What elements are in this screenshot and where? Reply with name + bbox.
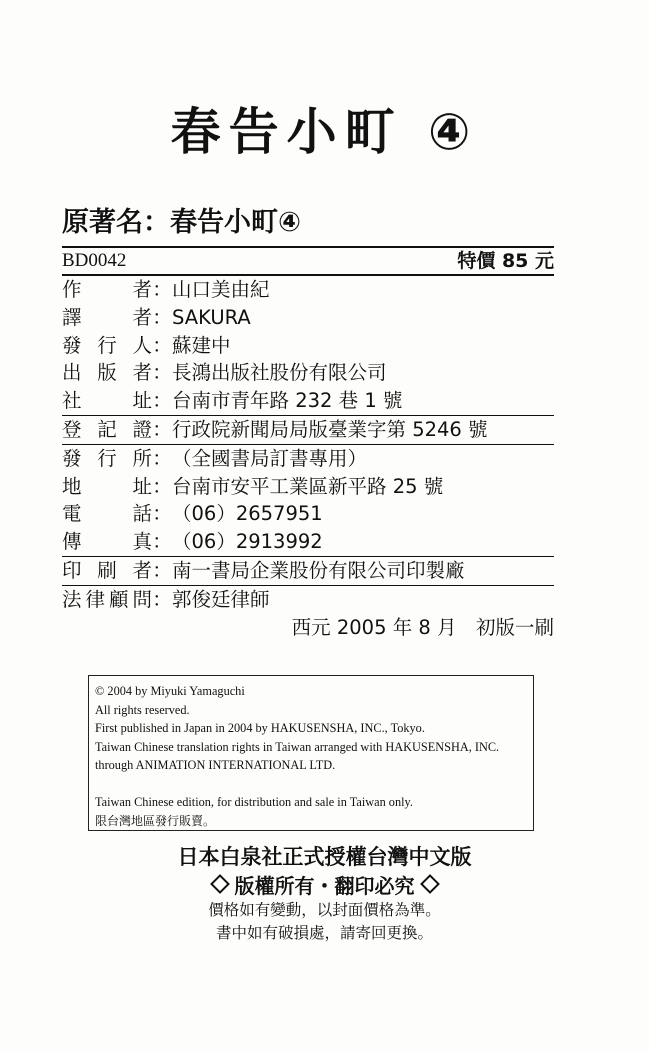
info-value: SAKURA	[172, 305, 251, 329]
info-key-char: 者	[132, 305, 152, 329]
info-colon: ：	[152, 333, 172, 357]
info-key-char: 者	[132, 278, 152, 301]
info-key-char: 記	[97, 417, 117, 441]
info-key-char: 行	[97, 446, 117, 470]
info-row	[62, 332, 554, 360]
info-row	[62, 304, 554, 332]
info-key-char: 出	[62, 361, 82, 385]
info-row	[62, 557, 554, 586]
info-row	[62, 276, 554, 304]
info-value: （全國書局訂書專用）	[172, 446, 368, 470]
info-key	[62, 332, 152, 360]
info-value: 長鴻出版社股份有限公司	[172, 361, 387, 385]
info-key-char: 所	[132, 446, 152, 470]
info-key-char: 發	[62, 333, 82, 357]
damage-notice: 書中如有破損處，請寄回更換。	[215, 924, 433, 942]
info-colon: ：	[152, 389, 172, 413]
translation-rights-line: Taiwan Chinese translation rights in Taiwan arranged with HAKUSENSHA, INC.	[95, 739, 500, 754]
info-key	[62, 473, 152, 501]
info-key	[62, 528, 152, 556]
info-key-char: 電	[62, 502, 82, 526]
diamond-icon	[420, 874, 440, 894]
info-key-char: 址	[132, 389, 152, 413]
info-colon: ：	[152, 278, 172, 301]
info-key-char: 版	[97, 361, 117, 385]
info-key-char: 社	[62, 389, 82, 413]
info-key-char: 證	[132, 417, 152, 441]
info-value: 山口美由紀	[172, 278, 270, 301]
info-colon: ：	[152, 446, 172, 470]
info-key-char: 作	[62, 278, 82, 301]
info-row	[62, 387, 554, 416]
info-colon: ：	[152, 305, 172, 329]
info-value: （06）2913992	[172, 530, 323, 554]
first-published-line: First published in Japan in 2004 by HAKUSENSHA, INC., Tokyo.	[95, 721, 425, 736]
publication-date: 西元 2005 年 8 月 初版一刷	[291, 616, 554, 639]
info-key-char: 法	[62, 587, 82, 611]
info-key-char: 刷	[97, 558, 117, 582]
original-title: 原著名：春告小町④	[62, 207, 301, 238]
info-row	[62, 586, 554, 614]
info-colon: ：	[152, 558, 172, 582]
info-value: 台南市青年路 232 巷 1 號	[172, 389, 403, 413]
info-key	[62, 557, 152, 585]
info-value: 郭俊廷律師	[172, 587, 270, 611]
info-key-char: 問	[132, 587, 152, 611]
distribution-zh-line: 限台灣地區發行販賣。	[95, 813, 216, 828]
book-title: 春告小町 ④	[170, 103, 479, 161]
copyright-box	[88, 675, 534, 831]
info-row	[62, 416, 554, 445]
info-row	[62, 445, 554, 473]
info-key	[62, 387, 152, 415]
price-notice: 價格如有變動，以封面價格為準。	[208, 901, 441, 919]
info-colon: ：	[152, 530, 172, 554]
agency-line: through ANIMATION INTERNATIONAL LTD.	[95, 758, 336, 773]
code-price-row	[62, 246, 554, 276]
info-key-char: 律	[85, 587, 105, 611]
distribution-line: Taiwan Chinese edition, for distribution and sale in Taiwan only.	[95, 794, 413, 809]
info-value: 南一書局企業股份有限公司印製廠	[172, 558, 465, 582]
info-colon: ：	[152, 474, 172, 498]
copyright-line: © 2004 by Miyuki Yamaguchi	[95, 684, 245, 698]
publication-info-table	[62, 274, 554, 614]
info-value: 行政院新聞局局版臺業字第 5246 號	[172, 417, 488, 441]
info-key	[62, 500, 152, 528]
info-key-char: 址	[132, 474, 152, 498]
info-key-char: 譯	[62, 305, 82, 329]
info-key-char: 真	[132, 530, 152, 554]
rights-text: 版權所有・翻印必究	[234, 874, 415, 898]
info-key-char: 發	[62, 446, 82, 470]
info-row	[62, 473, 554, 501]
rights-statement	[0, 872, 649, 900]
info-key-char: 者	[132, 558, 152, 582]
info-value: 台南市安平工業區新平路 25 號	[172, 474, 444, 498]
info-key	[62, 276, 152, 304]
info-colon: ：	[152, 361, 172, 385]
info-colon: ：	[152, 502, 172, 526]
info-colon: ：	[152, 587, 172, 611]
info-key-char: 話	[132, 502, 152, 526]
info-key	[62, 304, 152, 332]
info-key-char: 登	[62, 417, 82, 441]
info-key-char: 印	[62, 558, 82, 582]
price-label: 特價 85 元	[457, 250, 554, 272]
info-key	[62, 586, 152, 614]
info-key-char: 顧	[108, 587, 129, 611]
info-key	[62, 416, 152, 444]
license-statement: 日本白泉社正式授權台灣中文版	[177, 845, 472, 869]
info-key	[62, 359, 152, 387]
info-value: （06）2657951	[172, 502, 323, 526]
info-row	[62, 528, 554, 557]
book-code: BD0042	[62, 250, 127, 271]
info-key-char: 行	[97, 333, 117, 357]
info-value: 蘇建中	[172, 333, 231, 357]
info-key-char: 人	[132, 333, 152, 357]
info-row	[62, 359, 554, 387]
info-key	[62, 445, 152, 473]
info-colon: ：	[152, 417, 172, 441]
info-key-char: 地	[62, 474, 82, 498]
info-key-char: 傳	[62, 530, 82, 554]
info-row	[62, 500, 554, 528]
rights-reserved-line: All rights reserved.	[95, 702, 190, 717]
diamond-icon	[210, 874, 230, 894]
info-key-char: 者	[132, 361, 152, 385]
